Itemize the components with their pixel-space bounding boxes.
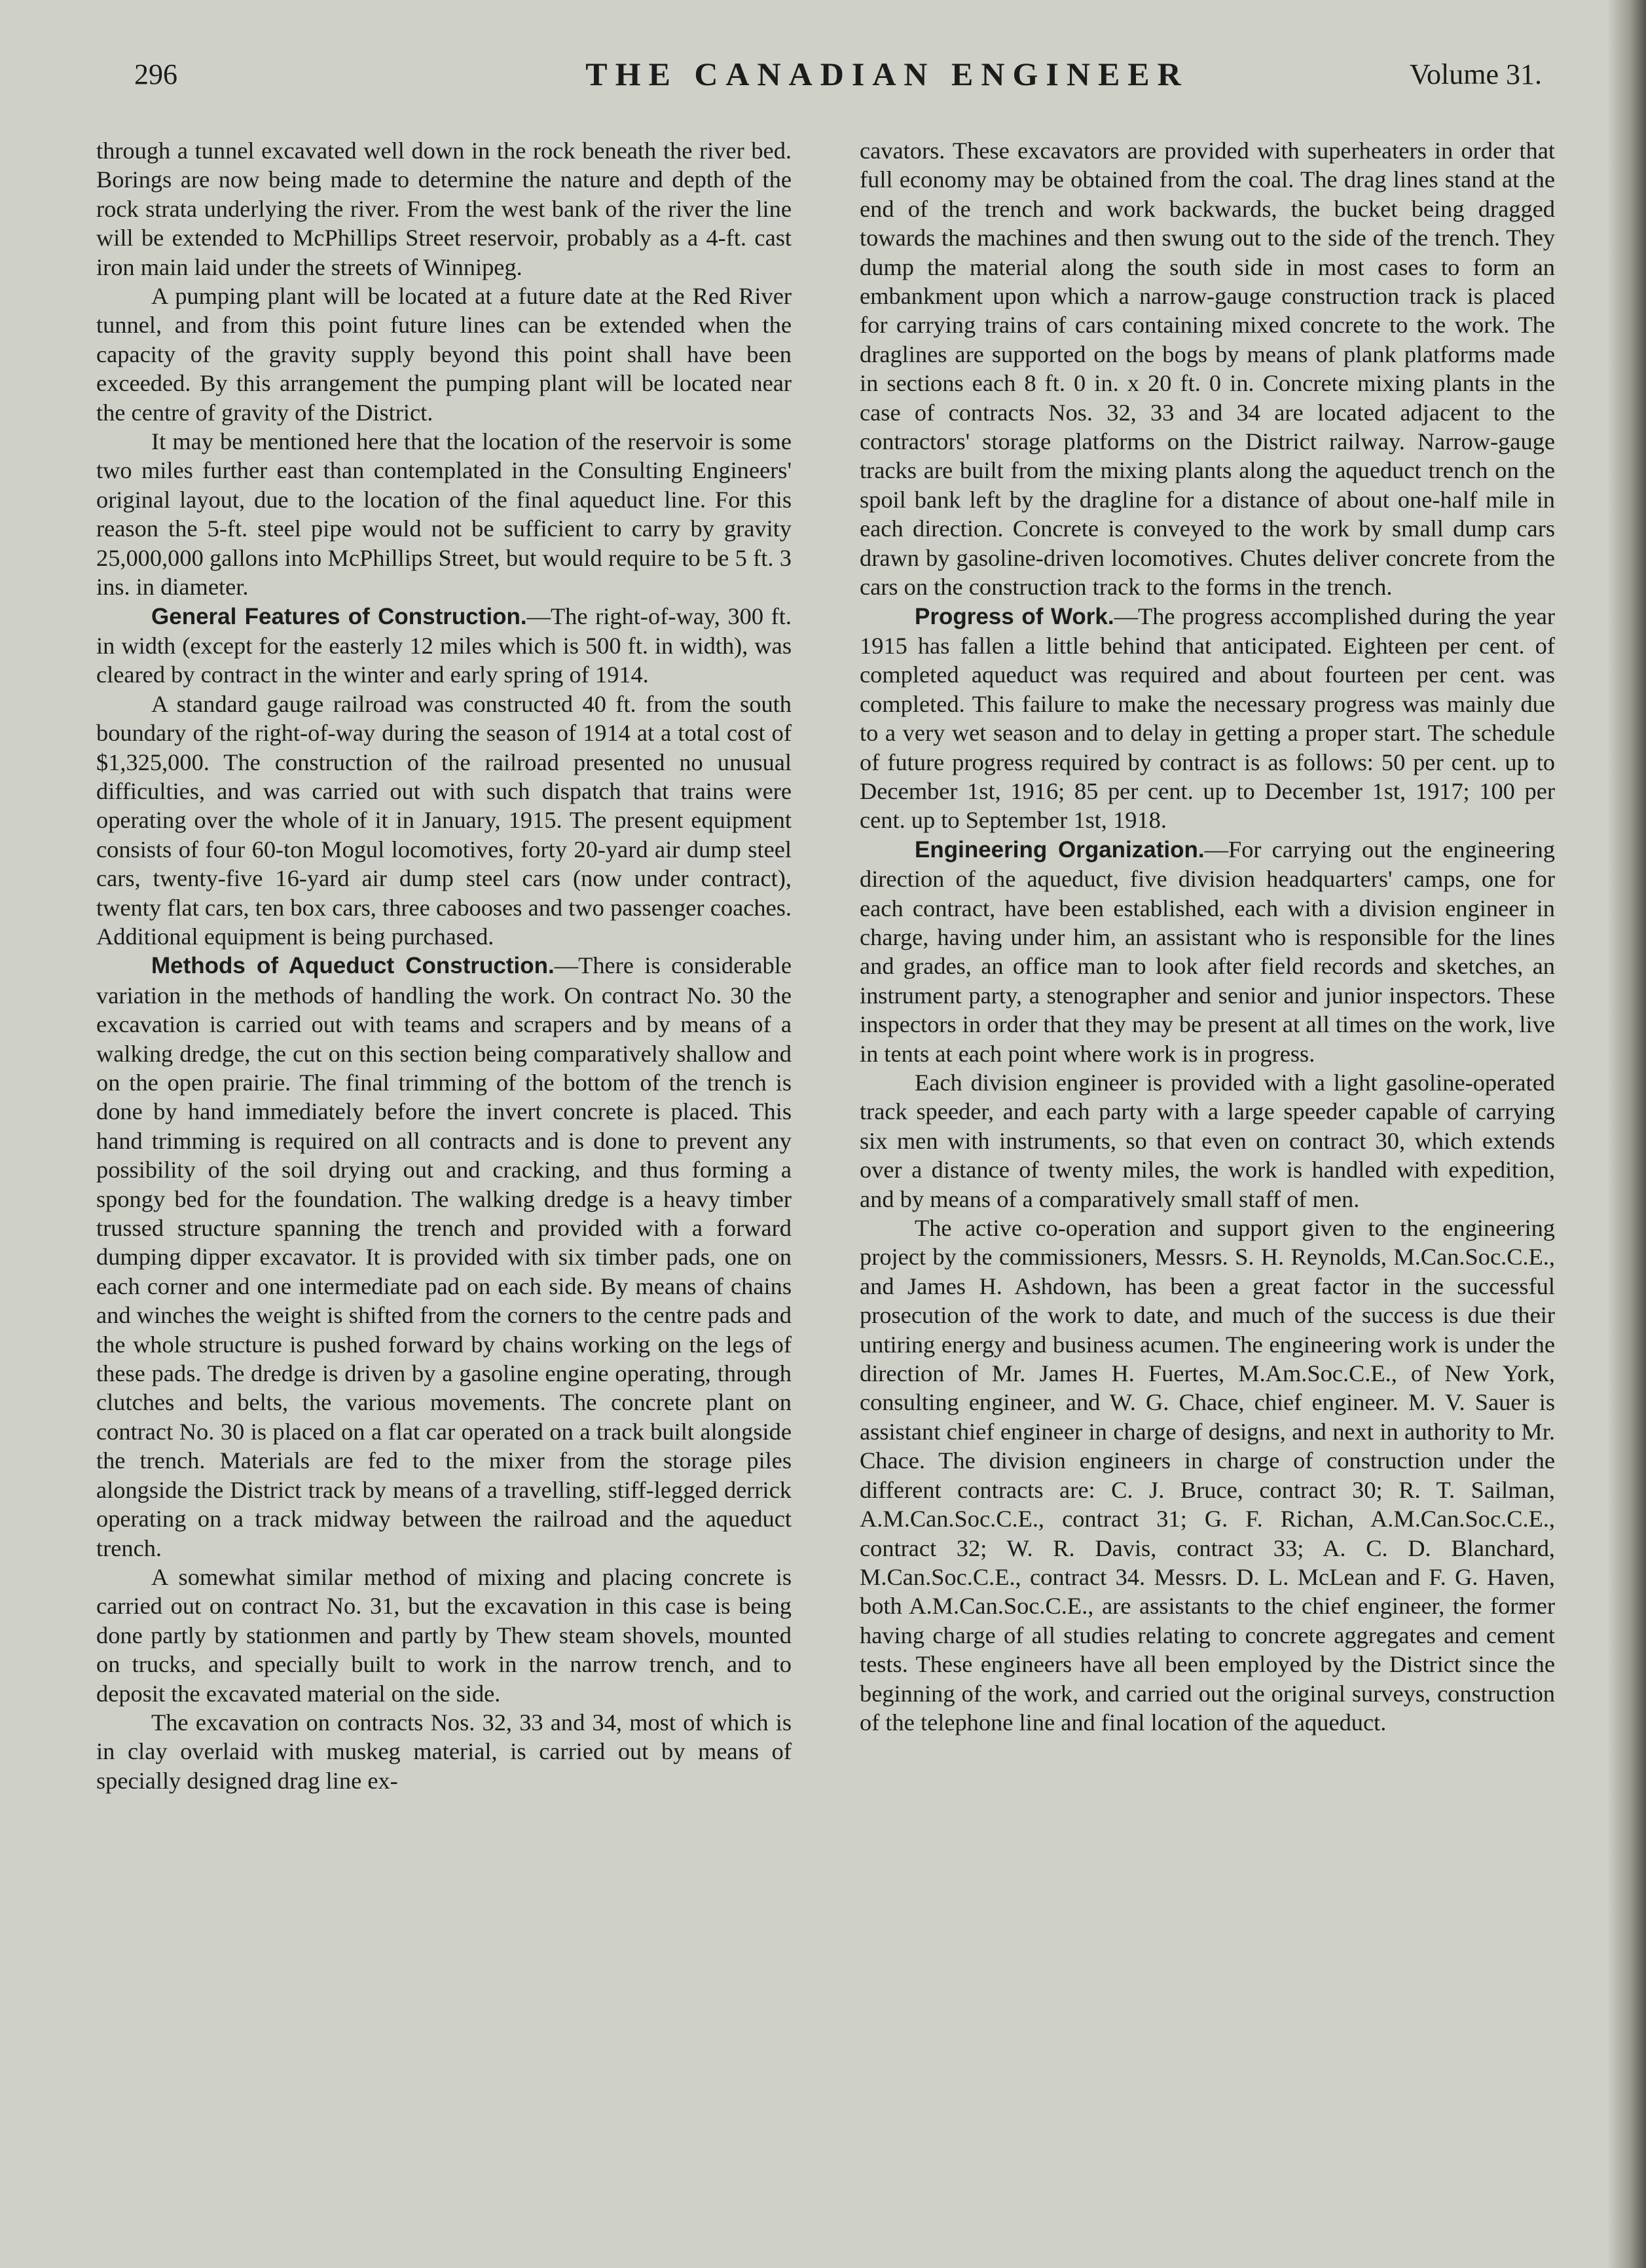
- paragraph: [96, 690, 792, 952]
- paragraph: [96, 1563, 792, 1708]
- right-column: [860, 136, 1555, 1737]
- paragraph: [860, 1214, 1555, 1737]
- paragraph: [860, 136, 1555, 602]
- section-heading: Methods of Aqueduct Construction.: [151, 953, 555, 979]
- paragraph: [860, 835, 1555, 1068]
- paragraph: [860, 602, 1555, 835]
- paragraph-text: through a tunnel excavated well down in the rock beneath the river bed. Borings are now being made to determine the nature and depth of the rock strata underlying the river. From the west bank of the river the line will be extended to McPhillips Street reservoir, probably as a 4-ft. cast iron main laid under the streets of Winnipeg.: [96, 138, 792, 280]
- section-heading: Engineering Organization.: [915, 836, 1205, 863]
- running-title: THE CANADIAN ENGINEER: [585, 56, 1189, 92]
- paragraph-text: Each division engineer is provided with a light gasoline-operated track speeder, and each party with a large speeder capable of carrying six men with instruments, so that even on contract 30, which extends over a distance of twenty miles, the work is handled with expedition, and by means of a comparatively small staff of men.: [860, 1069, 1555, 1212]
- paragraph-text: A standard gauge railroad was constructed 40 ft. from the south boundary of the right-of-way during the season of 1914 at a total cost of $1,325,000. The construction of the railroad presented no unusual difficulties, and was carried out with such dispatch that trains were operating over the whole of it in January, 1915. The present equipment consists of four 60-ton Mogul locomotives, forty 20-yard air dump steel cars, twenty-five 16-yard air dump steel cars (now under contract), twenty flat cars, ten box cars, three cabooses and two passenger coaches. Additional equipment is being purchased.: [96, 690, 792, 950]
- section-heading: General Features of Construction.: [151, 603, 527, 629]
- paragraph: [96, 602, 792, 690]
- paragraph: [860, 1068, 1555, 1214]
- binding-shadow: [1607, 0, 1646, 2268]
- paragraph-text: A somewhat similar method of mixing and placing concrete is carried out on contract No. 31, but the excavation in this case is being done partly by stationmen and partly by Thew steam shovels, mounted on trucks, and specially built to work in the narrow trench, and to deposit the excavated material on the side.: [96, 1563, 792, 1707]
- paragraph-text: It may be mentioned here that the location of the reservoir is some two miles further east than contemplated in the Consulting Engineers' original layout, due to the location of the final aqueduct line. For this reason the 5-ft. steel pipe would not be sufficient to carry by gravity 25,000,000 gallons into McPhillips Street, but would require to be 5 ft. 3 ins. in diameter.: [96, 428, 792, 601]
- paragraph: [96, 1708, 792, 1795]
- left-column: [96, 136, 792, 1795]
- paragraph: [96, 427, 792, 601]
- paragraph: [96, 282, 792, 427]
- paragraph-text: —The progress accomplished during the year 1915 has fallen a little behind that anticipated. Eighteen per cent. of completed aqueduct was required and about fourteen per cent. was completed. This failure to make the necessary progress was mainly due to a very wet season and to delay in getting a proper start. The schedule of future progress required by contract is as follows: 50 per cent. up to December 1st, 1916; 85 per cent. up to December 1st, 1917; 100 per cent. up to September 1st, 1918.: [860, 603, 1555, 834]
- paragraph-text: —For carrying out the engineering direction of the aqueduct, five division headquarters' camps, one for each contract, have been established, each with a division engineer in charge, having under him, an assistant who is responsible for the lines and grades, an office man to look after field records and sketches, an instrument party, a stenographer and senior and junior inspectors. These inspectors in order that they may be present at all times on the work, live in tents at each point where work is in progress.: [860, 836, 1555, 1067]
- paragraph: [96, 951, 792, 1563]
- paragraph-text: The excavation on contracts Nos. 32, 33 and 34, most of which is in clay overlaid with muskeg material, is carried out by means of specially designed drag line ex-: [96, 1709, 792, 1794]
- section-heading: Progress of Work.: [915, 603, 1114, 629]
- page-number: 296: [134, 58, 177, 90]
- paragraph-text: A pumping plant will be located at a future date at the Red River tunnel, and from this point future lines can be extended when the capacity of the gravity supply beyond this point shall have been exceeded. By this arrangement the pumping plant will be located near the centre of gravity of the District.: [96, 283, 792, 426]
- page-header: [134, 51, 1542, 103]
- paragraph-text: —There is considerable variation in the methods of handling the work. On contract No. 30 the excavation is carried out with teams and scrapers and by means of a walking dredge, the cut on this section being comparatively shallow and on the open prairie. The final trimming of the bottom of the trench is done by hand immediately before the invert concrete is placed. This hand trimming is required on all contracts and is done to prevent any possibility of the soil drying out and cracking, and thus forming a spongy bed for the foundation. The walking dredge is a heavy timber trussed structure spanning the trench and provided with a forward dumping dipper excavator. It is provided with six timber pads, one on each corner and one intermediate pad on each side. By means of chains and winches the weight is shifted from the corners to the centre pads and the whole structure is pushed forward by chains working on the legs of these pads. The dredge is driven by a gasoline engine operating, through clutches and belts, the various movements. The concrete plant on contract No. 30 is placed on a flat car operated on a track built alongside the trench. Materials are fed to the mixer from the storage piles alongside the District track by means of a travelling, stiff-legged derrick operating on a track midway between the railroad and the aqueduct trench.: [96, 952, 792, 1561]
- paragraph-text: —The right-of-way, 300 ft. in width (except for the easterly 12 miles which is 500 ft. in width), was cleared by contract in the winter and early spring of 1914.: [96, 603, 792, 688]
- volume-label: Volume 31.: [1409, 58, 1542, 90]
- paragraph: [96, 136, 792, 282]
- paragraph-text: The active co-operation and support given to the engineering project by the commissioners, Messrs. S. H. Reynolds, M.Can.Soc.C.E., and James H. Ashdown, has been a great factor in the successful prosecution of the work to date, and much of the success is due their untiring energy and business acumen. The engineering work is under the direction of Mr. James H. Fuertes, M.Am.Soc.C.E., of New York, consulting engineer, and W. G. Chace, chief engineer. M. V. Sauer is assistant chief engineer in charge of designs, and next in authority to Mr. Chace. The division engineers in charge of construction under the different contracts are: C. J. Bruce, contract 30; R. T. Sailman, A.M.Can.Soc.C.E., contract 31; G. F. Richan, A.M.Can.Soc.C.E., contract 32; W. R. Davis, contract 33; A. C. D. Blanchard, M.Can.Soc.C.E., contract 34. Messrs. D. L. McLean and F. G. Haven, both A.M.Can.Soc.C.E., are assistants to the chief engineer, the former having charge of all studies relating to concrete aggregates and cement tests. These engineers have all been employed by the District since the beginning of the work, and carried out the original surveys, construction of the telephone line and final location of the aqueduct.: [860, 1215, 1555, 1736]
- paragraph-text: cavators. These excavators are provided with superheaters in order that full economy may be obtained from the coal. The drag lines stand at the end of the trench and work backwards, the bucket being dragged towards the machines and then swung out to the side of the trench. They dump the material along the south side in most cases to form an embankment upon which a narrow-gauge construction track is placed for carrying trains of cars containing mixed concrete to the work. The draglines are supported on the bogs by means of plank platforms made in sections each 8 ft. 0 in. x 20 ft. 0 in. Concrete mixing plants in the case of contracts Nos. 32, 33 and 34 are located adjacent to the contractors' storage platforms on the District railway. Narrow-gauge tracks are built from the mixing plants along the aqueduct trench on the spoil bank left by the dragline for a distance of about one-half mile in each direction. Concrete is conveyed to the work by small dump cars drawn by gasoline-driven locomotives. Chutes deliver concrete from the cars on the construction track to the forms in the trench.: [860, 138, 1555, 601]
